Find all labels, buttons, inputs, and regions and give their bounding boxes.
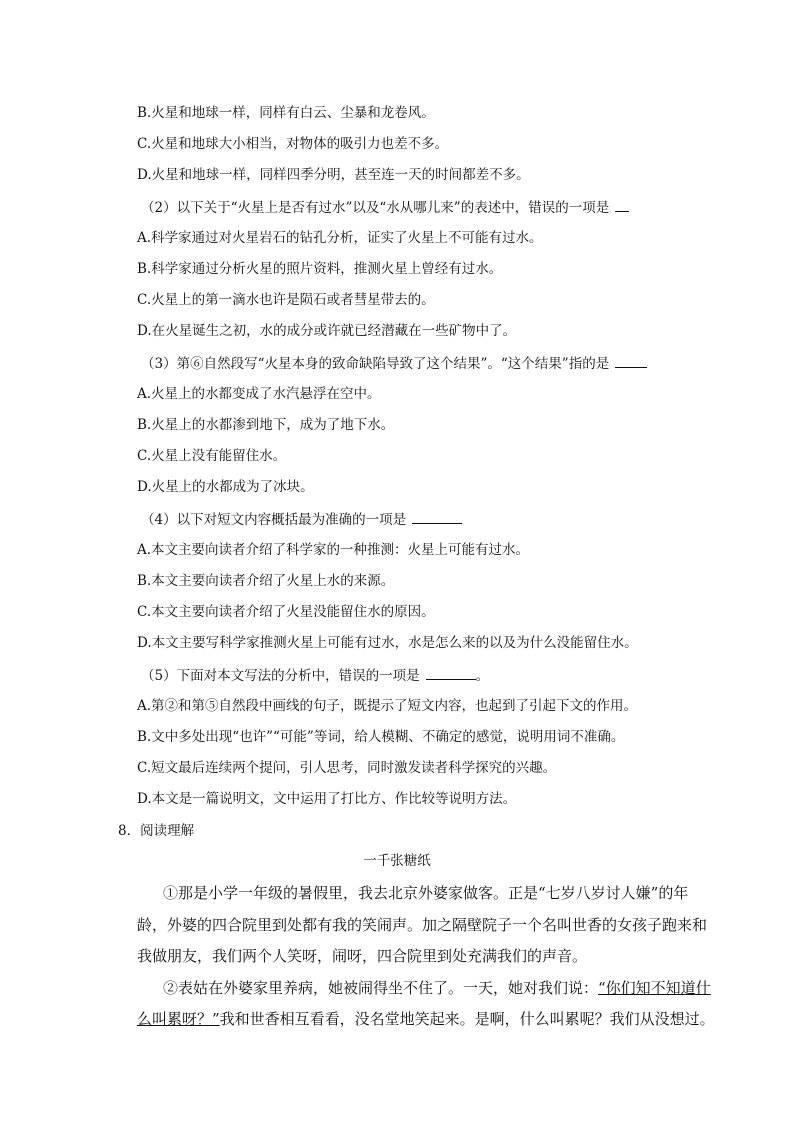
passage-text: ②表姑在外婆家里养病，她被闹得坐不住了。一天，她对我们说：	[163, 979, 599, 997]
answer-blank	[412, 510, 462, 524]
q5-option-a: A.第②和第⑤自然段中画线的句子，既提示了短文内容，也起到了引起下文的作用。	[137, 698, 638, 714]
q5-option-d: D.本文是一篇说明文，文中运用了打比方、作比较等说明方法。	[137, 791, 517, 807]
underlined-sentence: “你们知不知道什	[598, 979, 711, 997]
q2-stem	[141, 198, 629, 217]
q3-stem	[141, 354, 647, 373]
q4-option-c: C.本文主要向读者介绍了火星没能留住水的原因。	[137, 604, 435, 620]
q4-stem	[141, 510, 462, 529]
q3-option-a: A.火星上的水都变成了水汽悬浮在空中。	[137, 386, 381, 402]
q4-option-b: B.本文主要向读者介绍了火星上水的来源。	[137, 573, 395, 589]
q5-option-b: B.文中多处出现“也许”“可能”等词，给人模糊、不确定的感觉，说明用词不准确。	[137, 729, 625, 745]
q2-option-b: B.科学家通过分析火星的照片资料，推测火星上曾经有过水。	[137, 261, 503, 277]
q1-option-b: B.火星和地球一样，同样有白云、尘暴和龙卷风。	[137, 105, 435, 121]
q5-stem-period: 。	[475, 668, 490, 684]
q5-stem-text: （5）下面对本文写法的分析中，错误的一项是	[141, 668, 420, 684]
q5-stem	[141, 666, 489, 685]
q4-stem-text: （4）以下对短文内容概括最为准确的一项是	[141, 512, 407, 528]
q3-option-c: C.火星上没有能留住水。	[137, 448, 287, 464]
q1-option-c: C.火星和地球大小相当，对物体的吸引力也差不多。	[137, 136, 449, 152]
passage-line	[137, 1010, 715, 1028]
answer-blank	[615, 198, 629, 212]
q3-option-b: B.火星上的水都渗到地下，成为了地下水。	[137, 417, 395, 433]
passage-line	[163, 979, 711, 997]
q2-option-a: A.科学家通过对火星岩石的钻孔分析，证实了火星上不可能有过水。	[137, 230, 543, 246]
passage-line: 我做朋友，我们两个人笑呀，闹呀，四合院里到处充满我们的声音。	[137, 947, 588, 965]
passage-title: 一千张糖纸	[363, 853, 431, 869]
answer-blank	[426, 666, 476, 680]
answer-blank	[615, 354, 647, 368]
passage-text: 我和世香相互看看，没名堂地笑起来。是啊，什么叫累呢？我们从没想过。	[219, 1010, 715, 1028]
q3-stem-text: （3）第⑥自然段写“火星本身的致命缺陷导致了这个结果”。“这个结果”指的是	[141, 356, 610, 372]
q2-option-c: C.火星上的第一滴水也许是陨石或者彗星带去的。	[137, 292, 435, 308]
q4-option-a: A.本文主要向读者介绍了科学家的一种推测：火星上可能有过水。	[137, 542, 530, 558]
section-heading: 8．阅读理解	[118, 823, 195, 839]
passage-line: ①那是小学一年级的暑假里，我去北京外婆家做客。正是“七岁八岁讨人嫌”的年	[163, 884, 689, 902]
q4-option-d: D.本文主要写科学家推测火星上可能有过水，水是怎么来的以及为什么没能留住水。	[137, 635, 638, 651]
q2-stem-text: （2）以下关于“火星上是否有过水”以及“水从哪儿来”的表述中，错误的一项是	[141, 200, 610, 216]
q5-option-c: C.短文最后连续两个提问，引人思考，同时激发读者科学探究的兴趣。	[137, 760, 557, 776]
passage-line: 龄，外婆的四合院里到处都有我的笑闹声。加之隔壁院子一个名叫世香的女孩子跑来和	[137, 916, 708, 934]
q1-option-d: D.火星和地球一样，同样四季分明，甚至连一天的时间都差不多。	[137, 167, 530, 183]
q3-option-d: D.火星上的水都成为了冰块。	[137, 479, 314, 495]
q2-option-d: D.在火星诞生之初，水的成分或许就已经潜藏在一些矿物中了。	[137, 323, 517, 339]
underlined-sentence: 么叫累呀？”	[137, 1010, 220, 1028]
